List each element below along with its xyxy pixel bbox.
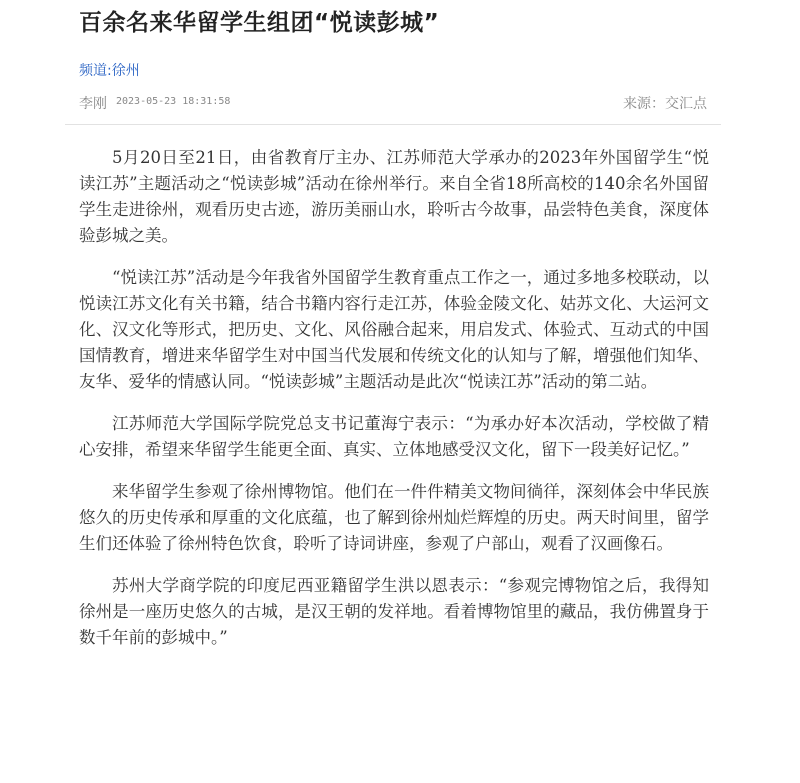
paragraph: 苏州大学商学院的印度尼西亚籍留学生洪以恩表示：“参观完博物馆之后，我得知徐州是一座历史悠久的古城，是汉王朝的发祥地。看着博物馆里的藏品，我仿佛置身于数千年前的彭城中。” — [79, 576, 709, 647]
paragraph: 江苏师范大学国际学院党总支书记董海宁表示：“为承办好本次活动，学校做了精心安排，希望来华留学生能更全面、真实、立体地感受汉文化，留下一段美好记忆。” — [79, 414, 709, 459]
paragraph: 来华留学生参观了徐州博物馆。他们在一件件精美文物间徜徉，深刻体会中华民族悠久的历史传承和厚重的文化底蕴，也了解到徐州灿烂辉煌的历史。两天时间里，留学生们还体验了徐州特色饮食，聆听了诗词讲座，参观了户部山，观看了汉画像石。 — [79, 482, 709, 553]
header-divider — [65, 124, 721, 125]
paragraph: “悦读江苏”活动是今年我省外国留学生教育重点工作之一，通过多地多校联动，以悦读江苏文化有关书籍，结合书籍内容行走江苏，体验金陵文化、姑苏文化、大运河文化、汉文化等形式，把历史、文化、风俗融合起来，用启发式、体验式、互动式的中国国情教育，增进来华留学生对中国当代发展和传统文化的认知与了解，增强他们知华、友华、爱华的情感认同。“悦读彭城”主题活动是此次“悦读江苏”活动的第二站。 — [79, 268, 709, 391]
paragraph: 5月20日至21日，由省教育厅主办、江苏师范大学承办的2023年外国留学生“悦读江苏”主题活动之“悦读彭城”活动在徐州举行。来自全省18所高校的140余名外国留学生走进徐州，观看历史古迹，游历美丽山水，聆听古今故事，品尝特色美食，深度体验彭城之美。 — [79, 148, 709, 245]
author-name: 李刚 — [79, 96, 107, 112]
channel-line — [79, 60, 140, 80]
channel-label: 频道: — [79, 63, 112, 79]
article-body — [79, 145, 709, 667]
article-title: 百余名来华留学生组团“悦读彭城” — [79, 10, 440, 36]
publish-date: 2023-05-23 18:31:58 — [116, 96, 231, 107]
source-label: 来源：交汇点 — [623, 96, 707, 112]
channel-link[interactable]: 徐州 — [111, 63, 140, 79]
article-meta — [79, 93, 707, 113]
